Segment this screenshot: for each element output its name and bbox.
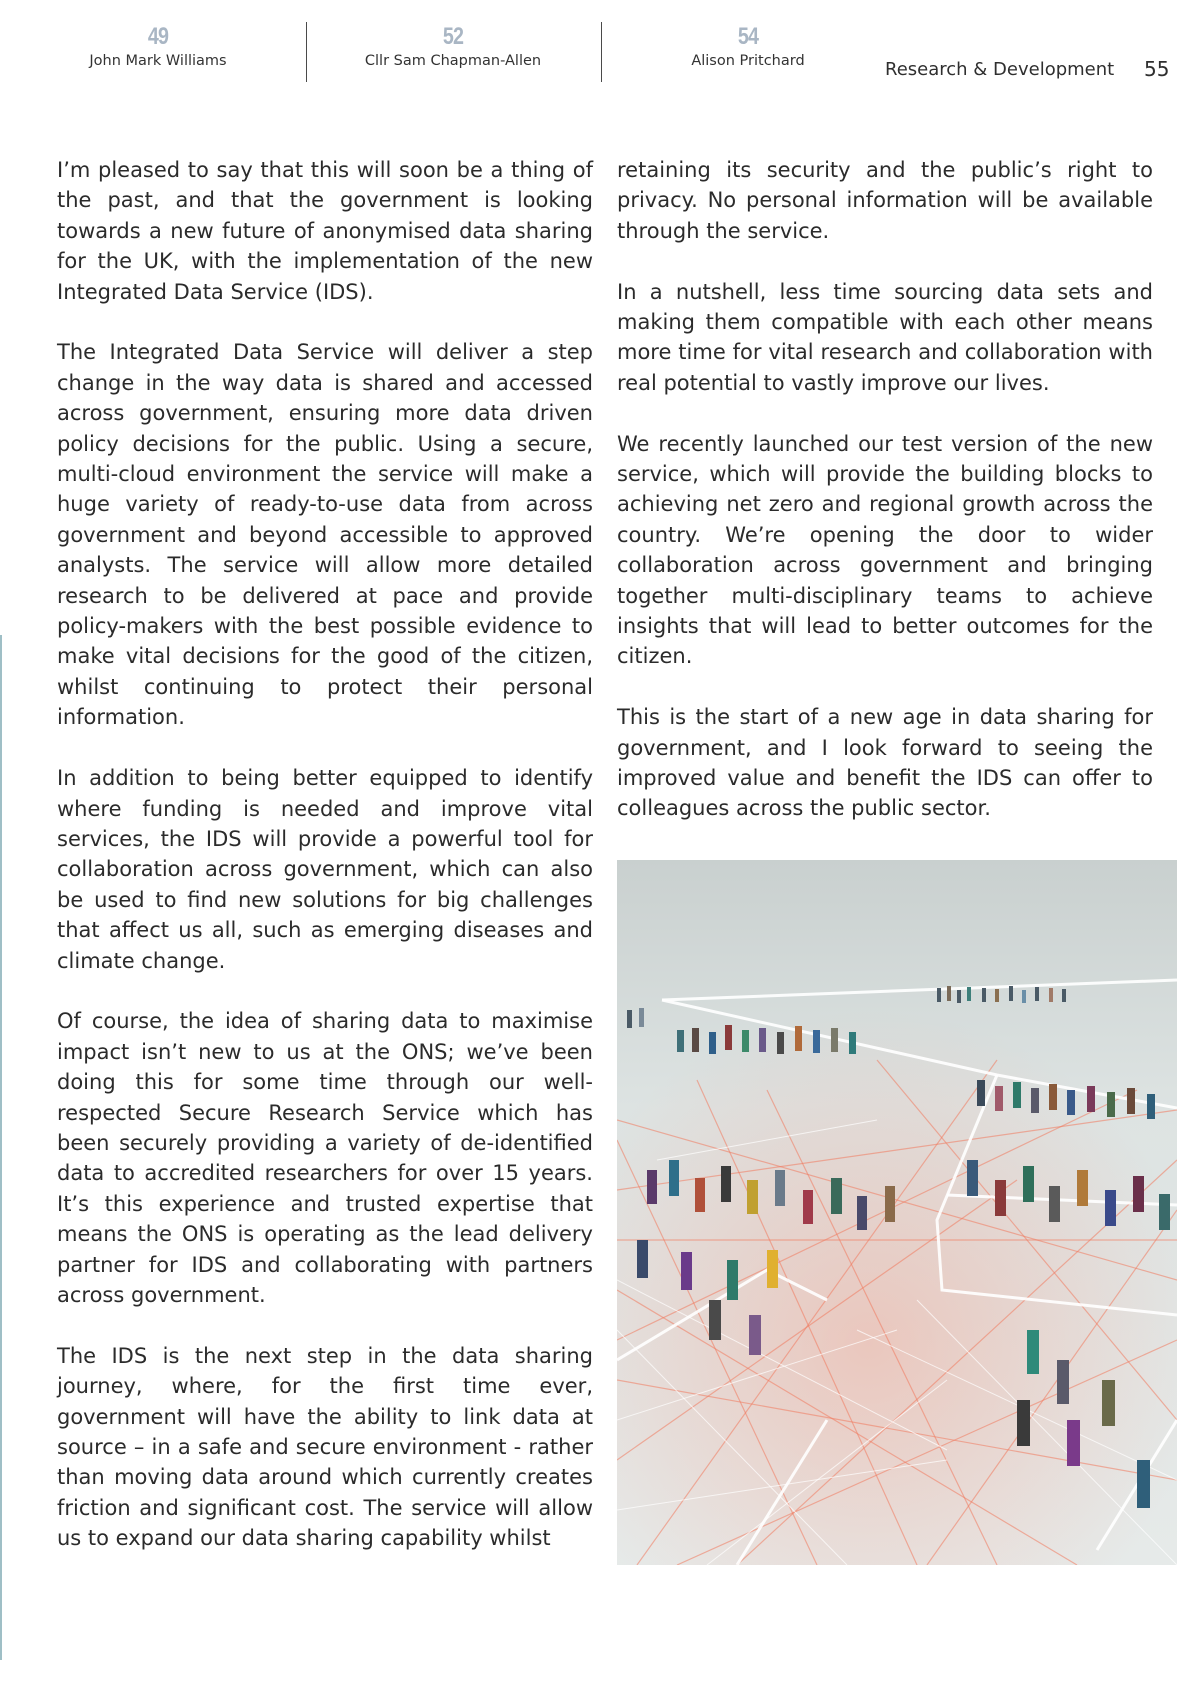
paragraph: retaining its security and the public’s right to privacy. No personal information will be available through the service.: [617, 158, 1153, 243]
paragraph: In addition to being better equipped to identify where funding is needed and improve vital services, the IDS will provide a powerful tool for collaboration across government, which can also be used to find new solutions for big challenges that affect us all, such as emerging diseases and climate change.: [57, 766, 593, 973]
nav-link-alison-pritchard[interactable]: [603, 22, 893, 70]
paragraph: Of course, the idea of sharing data to maximise impact isn’t new to us at the ONS; we’ve been doing this for some time through our well-respected Secure Research Service which has been securely providing a variety of de-identified data to accredited researchers for over 15 years. It’s this experience and trusted expertise that means the ONS is operating as the lead delivery partner for IDS and collaborating with partners across government.: [57, 1009, 593, 1307]
nav-link-sam-chapman-allen[interactable]: [308, 22, 598, 70]
paragraph: The IDS is the next step in the data sharing journey, where, for the first time ever, government will have the ability to link data at source – in a safe and secure environment - rather than moving data around which currently creates friction and significant cost. The service will allow us to expand our data sharing capability whilst: [57, 1343, 593, 1551]
left-margin-rule: [0, 635, 2, 1660]
paragraph: The Integrated Data Service will deliver a step change in the way data is shared and accessed across government, ensuring more data driven policy decisions for the public. Using a secure, multi-cloud environment the service will make a huge variety of ready-to-use data from across government and beyond accessible to approved analysts. The service will allow more detailed research to be delivered at pace and provide policy-makers with the best possible evidence to make vital decisions for the good of the citizen, whilst continuing to protect their personal information.: [57, 340, 593, 730]
nav-page-number: 54: [737, 23, 759, 50]
nav-divider: [306, 22, 307, 82]
article-column-right: [617, 155, 1153, 854]
page-navigation: [0, 22, 1200, 82]
page-number: 55: [1144, 57, 1170, 81]
nav-author-name: Cllr Sam Chapman-Allen: [364, 53, 542, 69]
section-title: Research & Development: [885, 59, 1115, 80]
nav-page-number: 49: [147, 23, 169, 50]
nav-link-john-mark-williams[interactable]: [13, 22, 303, 70]
paragraph: This is the start of a new age in data sharing for government, and I look forward to seeing the improved value and benefit the IDS can offer to colleagues across the public sector.: [617, 705, 1153, 821]
nav-divider: [601, 22, 602, 82]
network-illustration-svg: [617, 860, 1177, 1565]
article-column-left: [57, 155, 593, 1584]
people-network-illustration: [617, 860, 1177, 1565]
nav-page-number: 52: [442, 23, 464, 50]
nav-author-name: John Mark Williams: [89, 53, 227, 69]
paragraph: In a nutshell, less time sourcing data sets and making them compatible with each other means more time for vital research and collaboration with real potential to vastly improve our lives.: [617, 279, 1153, 395]
nav-author-name: Alison Pritchard: [691, 53, 805, 69]
paragraph: We recently launched our test version of the new service, which will provide the building blocks to achieving net zero and regional growth across the country. We’re opening the door to wider collaboration across government and bringing together multi-disciplinary teams to achieve insights that will lead to better outcomes for the citizen.: [617, 431, 1153, 669]
paragraph: I’m pleased to say that this will soon be a thing of the past, and that the government is looking towards a new future of anonymised data sharing for the UK, with the implementation of the new Integrated Data Service (IDS).: [57, 158, 593, 304]
